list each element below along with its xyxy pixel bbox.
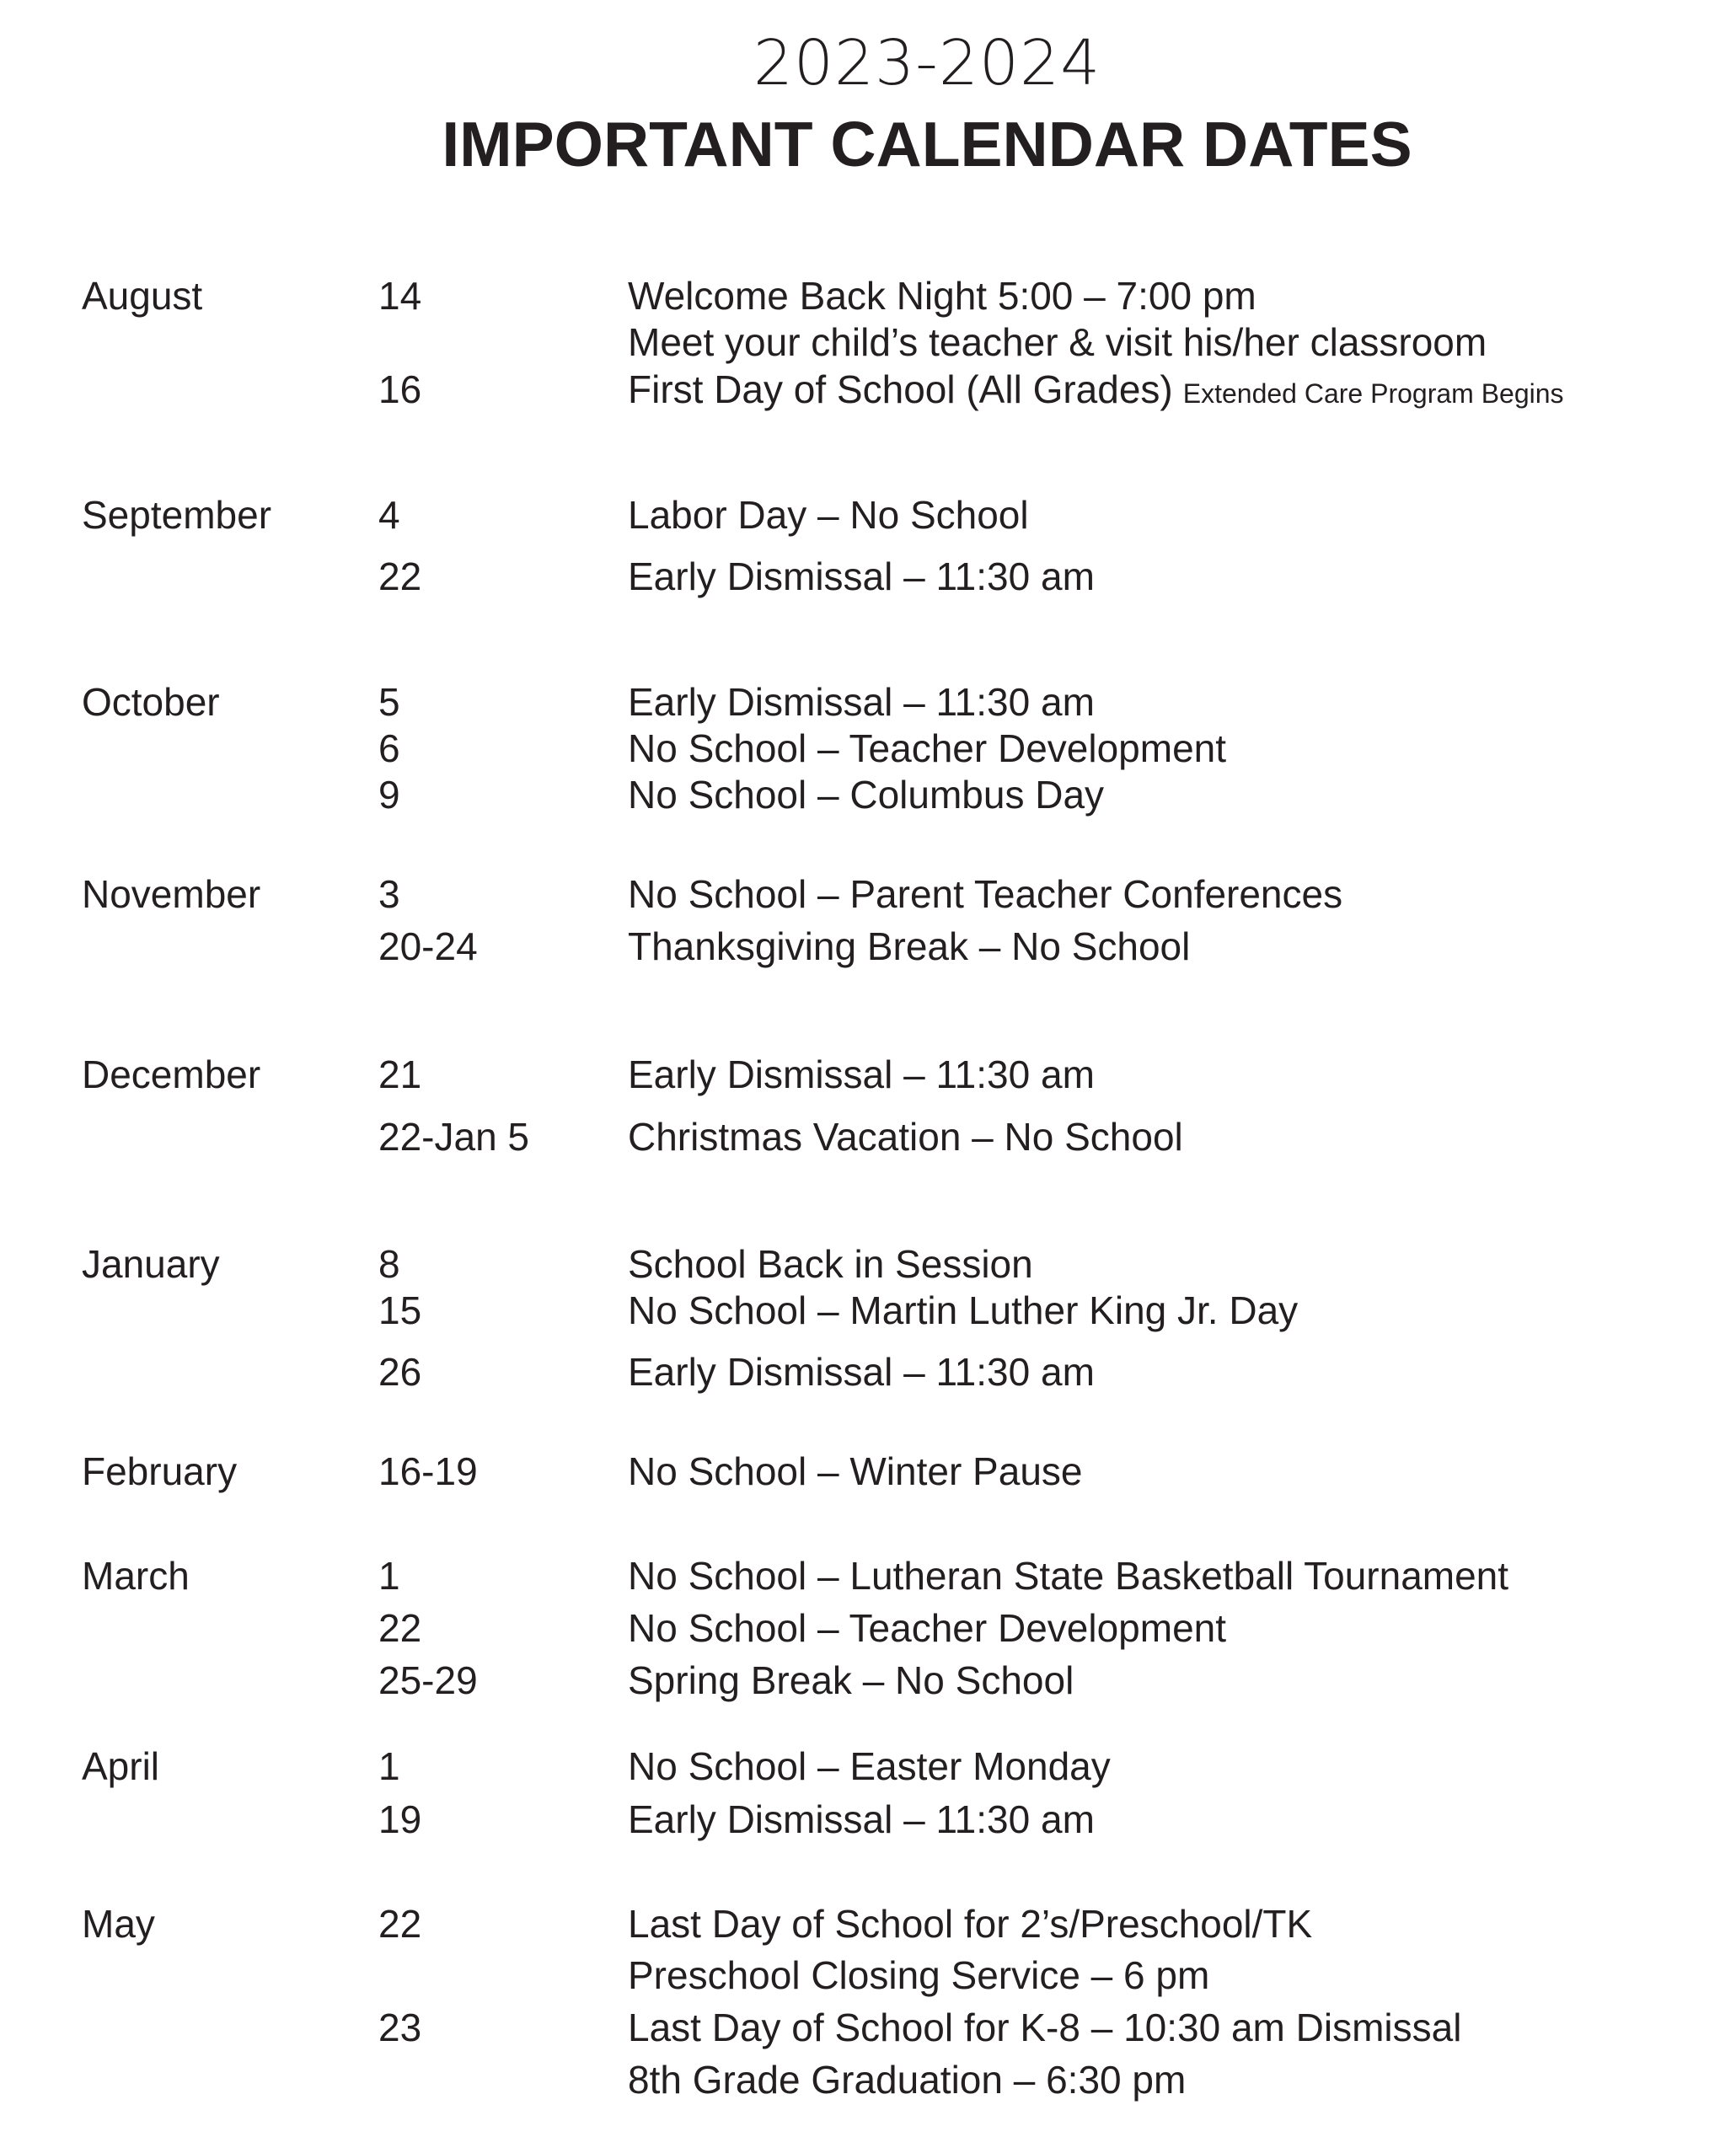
- event-last-day-k8: Last Day of School for K-8 – 10:30 am Dismissal: [628, 2006, 1462, 2049]
- event-welcome-back-night: Welcome Back Night 5:00 – 7:00 pm: [628, 274, 1256, 318]
- month-november: November: [82, 872, 261, 916]
- event-8th-grade-graduation: 8th Grade Graduation – 6:30 pm: [628, 2058, 1187, 2102]
- month-march: March: [82, 1554, 190, 1598]
- event-early-dismissal-oct: Early Dismissal – 11:30 am: [628, 680, 1095, 724]
- event-basketball-tournament: No School – Lutheran State Basketball Tournament: [628, 1554, 1509, 1598]
- day-march-1: 1: [378, 1554, 400, 1598]
- month-september: September: [82, 493, 272, 537]
- event-early-dismissal-sep: Early Dismissal – 11:30 am: [628, 554, 1095, 598]
- page-title: IMPORTANT CALENDAR DATES: [442, 109, 1412, 179]
- day-august-14: 14: [378, 274, 422, 318]
- day-november-3: 3: [378, 872, 400, 916]
- day-december-22-jan-5: 22-Jan 5: [378, 1115, 530, 1159]
- month-april: April: [82, 1744, 160, 1788]
- event-school-back-in-session: School Back in Session: [628, 1242, 1033, 1286]
- event-mlk-day: No School – Martin Luther King Jr. Day: [628, 1288, 1299, 1332]
- day-march-22: 22: [378, 1606, 422, 1650]
- day-november-20-24: 20-24: [378, 924, 478, 968]
- month-october: October: [82, 680, 220, 724]
- event-columbus-day: No School – Columbus Day: [628, 773, 1105, 817]
- event-thanksgiving-break: Thanksgiving Break – No School: [628, 924, 1191, 968]
- day-october-6: 6: [378, 726, 400, 770]
- event-parent-teacher-conferences: No School – Parent Teacher Conferences: [628, 872, 1343, 916]
- month-december: December: [82, 1052, 261, 1096]
- event-teacher-development-mar: No School – Teacher Development: [628, 1606, 1227, 1650]
- day-december-21: 21: [378, 1052, 422, 1096]
- event-meet-teacher: Meet your child’s teacher & visit his/her classroom: [628, 320, 1487, 364]
- day-february-16-19: 16-19: [378, 1449, 478, 1493]
- event-winter-pause: No School – Winter Pause: [628, 1449, 1083, 1493]
- day-january-8: 8: [378, 1242, 400, 1286]
- event-early-dismissal-apr: Early Dismissal – 11:30 am: [628, 1797, 1095, 1841]
- month-february: February: [82, 1449, 238, 1493]
- day-may-23: 23: [378, 2006, 422, 2049]
- month-may: May: [82, 1902, 155, 1946]
- event-christmas-vacation: Christmas Vacation – No School: [628, 1115, 1183, 1159]
- day-january-15: 15: [378, 1288, 422, 1332]
- day-may-22: 22: [378, 1902, 422, 1946]
- day-october-9: 9: [378, 773, 400, 817]
- month-august: August: [82, 274, 203, 318]
- event-extended-care-note: Extended Care Program Begins: [1182, 378, 1564, 409]
- day-october-5: 5: [378, 680, 400, 724]
- event-spring-break: Spring Break – No School: [628, 1658, 1074, 1702]
- event-last-day-preschool: Last Day of School for 2’s/Preschool/TK: [628, 1902, 1313, 1946]
- event-easter-monday: No School – Easter Monday: [628, 1744, 1111, 1788]
- day-january-26: 26: [378, 1350, 422, 1394]
- day-august-16: 16: [378, 367, 422, 411]
- event-first-day-of-school: [628, 366, 1564, 417]
- event-first-day-text: First Day of School (All Grades): [628, 367, 1173, 411]
- day-september-4: 4: [378, 493, 400, 537]
- day-september-22: 22: [378, 554, 422, 598]
- event-preschool-closing-service: Preschool Closing Service – 6 pm: [628, 1953, 1210, 1997]
- event-labor-day: Labor Day – No School: [628, 493, 1029, 537]
- event-early-dismissal-jan: Early Dismissal – 11:30 am: [628, 1350, 1095, 1394]
- month-january: January: [82, 1242, 220, 1286]
- day-april-1: 1: [378, 1744, 400, 1788]
- event-early-dismissal-dec: Early Dismissal – 11:30 am: [628, 1052, 1095, 1096]
- day-april-19: 19: [378, 1797, 422, 1841]
- page-year: 2023-2024: [753, 27, 1101, 99]
- event-teacher-development-oct: No School – Teacher Development: [628, 726, 1227, 770]
- day-march-25-29: 25-29: [378, 1658, 478, 1702]
